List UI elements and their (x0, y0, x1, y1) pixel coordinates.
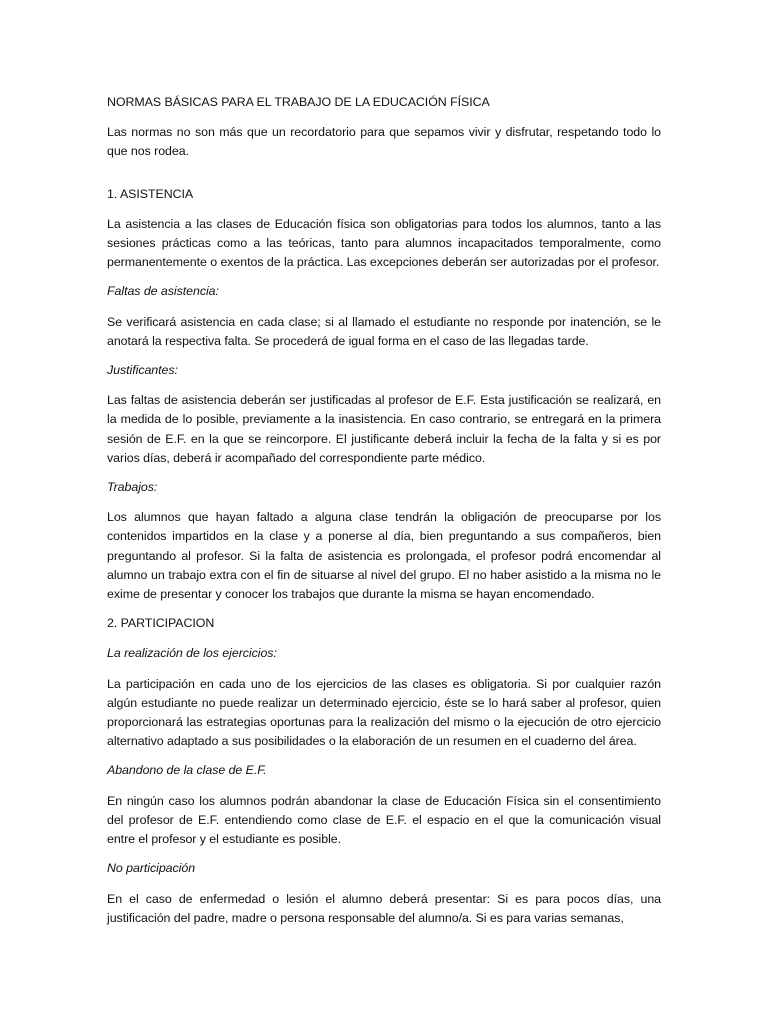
spacer (107, 172, 661, 185)
intro-paragraph: Las normas no son más que un recordatorio para que sepamos vivir y disfrutar, respetando todo lo que nos rodea. (107, 125, 661, 159)
realizacion-paragraph: La participación en cada uno de los ejercicios de las clases es obligatoria. Si por cualquier razón algún estudiante no puede realizar un determinado ejercicio, éste se lo hará saber al profesor, quien proporcionará las estrategias oportunas para la realización del mismo o la ejecución de otro ejercicio alternativo adaptado a sus posibilidades o la elaboración de un resumen en el cuaderno del área. (107, 676, 661, 749)
subheading-realizacion: La realización de los ejercicios: (107, 646, 277, 661)
justificantes-paragraph: Las faltas de asistencia deberán ser justificadas al profesor de E.F. Esta justificación se realizará, en la medida de lo posible, previamente a la inasistencia. En caso contrario, se entregará en la primera sesión de E.F. en la que se reincorpore. El justificante deberá incluir la fecha de la falta y si es por varios días, deberá ir acompañado del correspondiente parte médico. (107, 393, 661, 465)
subheading-faltas: Faltas de asistencia: (107, 284, 219, 299)
abandono-paragraph: En ningún caso los alumnos podrán abandonar la clase de Educación Física sin el consentimiento del profesor de E.F. entendiendo como clase de E.F. el espacio en el que la comunicación visual entre el profesor y el estudiante es posible. (107, 793, 661, 847)
subheading-no-participacion: No participación (107, 861, 196, 876)
asistencia-paragraph: La asistencia a las clases de Educación física son obligatorias para todos los alumnos, tanto a las sesiones prácticas como a las teóricas, tanto para alumnos incapacitados temporalmente, como permanentemente o exentos de la práctica. Las excepciones deberán ser autorizadas por el profesor. (107, 216, 661, 270)
section-heading-participacion: 2. PARTICIPACION (107, 616, 215, 631)
document-title: NORMAS BÁSICAS PARA EL TRABAJO DE LA EDUCACIÓN FÍSICA (107, 95, 490, 109)
no-participacion-paragraph: En el caso de enfermedad o lesión el alumno deberá presentar: Si es para pocos días, una justificación del padre, madre o persona responsable del alumno/a. Si es para varias semanas, (107, 891, 661, 925)
subheading-abandono: Abandono de la clase de E.F. (107, 763, 267, 778)
faltas-paragraph: Se verificará asistencia en cada clase; si al llamado el estudiante no responde por inatención, se le anotará la respectiva falta. Se procederá de igual forma en el caso de las llegadas tarde. (107, 314, 661, 348)
subheading-justificantes: Justificantes: (107, 363, 178, 378)
section-heading-asistencia: 1. ASISTENCIA (107, 186, 194, 201)
document-page (107, 93, 661, 938)
trabajos-paragraph: Los alumnos que hayan faltado a alguna clase tendrán la obligación de preocuparse por los contenidos impartidos en la clase y a ponerse al día, bien preguntando a sus compañeros, bien preguntando al profesor. Si la falta de asistencia es prolongada, el profesor podrá encomendar al alumno un trabajo extra con el fin de situarse al nivel del grupo. El no haber asistido a la misma no le exime de presentar y conocer los trabajos que durante la misma se hayan encomendado. (107, 510, 661, 602)
subheading-trabajos: Trabajos: (107, 480, 158, 495)
